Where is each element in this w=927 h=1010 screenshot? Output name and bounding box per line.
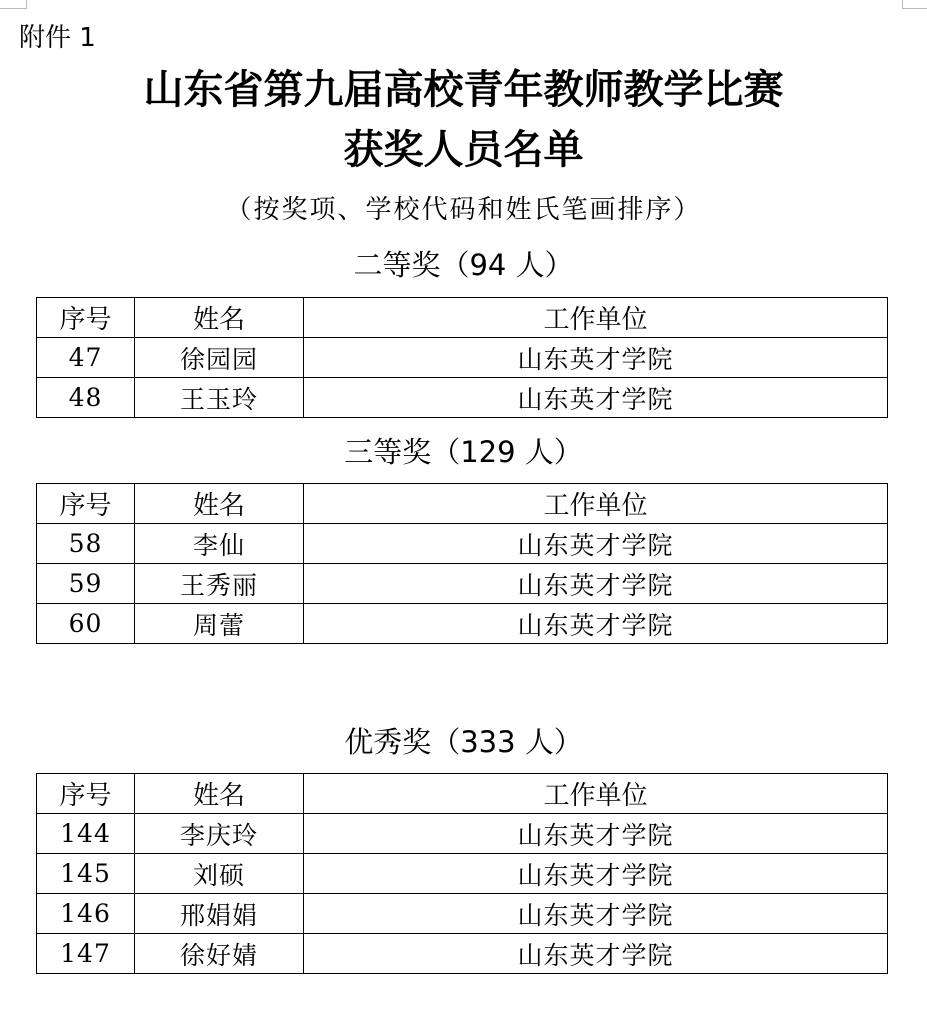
table-row: [37, 524, 888, 564]
seq-cell: 48: [37, 378, 135, 418]
excellence-prize-table: [36, 773, 888, 974]
column-header-name: 姓名: [135, 484, 304, 524]
unit-cell: 山东英才学院: [304, 338, 888, 378]
unit-cell: 山东英才学院: [304, 378, 888, 418]
section-heading-excellence-prize: 优秀奖（333 人）: [344, 725, 583, 759]
unit-cell: 山东英才学院: [304, 894, 888, 934]
table-row: [37, 604, 888, 644]
column-header-name: 姓名: [135, 774, 304, 814]
third-prize-table: [36, 483, 888, 644]
name-cell: 邢娟娟: [135, 894, 304, 934]
table-row: [37, 564, 888, 604]
name-cell: 李庆玲: [135, 814, 304, 854]
document-title-line-1: 山东省第九届高校青年教师教学比赛: [143, 67, 784, 113]
table-row: [37, 378, 888, 418]
name-cell: 刘硕: [135, 854, 304, 894]
table-row: [37, 854, 888, 894]
seq-cell: 47: [37, 338, 135, 378]
name-cell: 徐好婧: [135, 934, 304, 974]
name-cell: 徐园园: [135, 338, 304, 378]
column-header-seq: 序号: [37, 484, 135, 524]
document-title-line-2: 获奖人员名单: [343, 127, 584, 173]
table-row: [37, 814, 888, 854]
unit-cell: 山东英才学院: [304, 814, 888, 854]
name-cell: 王秀丽: [135, 564, 304, 604]
seq-cell: 146: [37, 894, 135, 934]
table-row: [37, 934, 888, 974]
name-cell: 李仙: [135, 524, 304, 564]
second-prize-table: [36, 297, 888, 418]
table-row: [37, 894, 888, 934]
section-heading-third-prize: 三等奖（129 人）: [344, 435, 583, 469]
attachment-label: 附件 1: [19, 23, 96, 53]
seq-cell: 58: [37, 524, 135, 564]
name-cell: 王玉玲: [135, 378, 304, 418]
column-header-seq: 序号: [37, 298, 135, 338]
column-header-unit: 工作单位: [304, 484, 888, 524]
seq-cell: 144: [37, 814, 135, 854]
column-header-name: 姓名: [135, 298, 304, 338]
unit-cell: 山东英才学院: [304, 934, 888, 974]
table-header-row: [37, 484, 888, 524]
page-corner-mark-left: [0, 0, 27, 9]
section-heading-second-prize: 二等奖（94 人）: [353, 248, 574, 282]
unit-cell: 山东英才学院: [304, 854, 888, 894]
unit-cell: 山东英才学院: [304, 604, 888, 644]
seq-cell: 147: [37, 934, 135, 974]
seq-cell: 145: [37, 854, 135, 894]
page-corner-mark-right: [902, 0, 927, 9]
column-header-unit: 工作单位: [304, 774, 888, 814]
seq-cell: 60: [37, 604, 135, 644]
table-header-row: [37, 298, 888, 338]
name-cell: 周蕾: [135, 604, 304, 644]
table-header-row: [37, 774, 888, 814]
table-row: [37, 338, 888, 378]
unit-cell: 山东英才学院: [304, 564, 888, 604]
column-header-unit: 工作单位: [304, 298, 888, 338]
seq-cell: 59: [37, 564, 135, 604]
column-header-seq: 序号: [37, 774, 135, 814]
sort-order-note: （按奖项、学校代码和姓氏笔画排序）: [225, 195, 702, 225]
unit-cell: 山东英才学院: [304, 524, 888, 564]
